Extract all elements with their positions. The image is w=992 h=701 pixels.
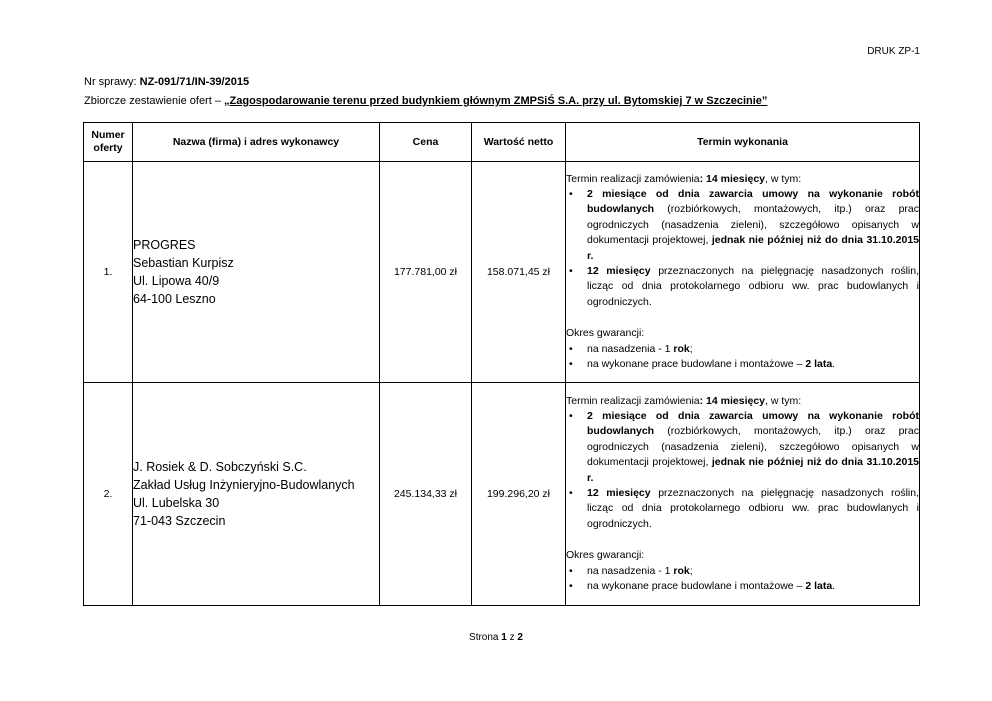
term-intro bbox=[566, 172, 919, 187]
warranty-item1-bold: rok bbox=[673, 342, 690, 355]
page-current: 1 bbox=[501, 632, 507, 643]
case-number: NZ-091/71/IN-39/2015 bbox=[139, 76, 250, 88]
warranty-item bbox=[566, 579, 919, 594]
offer-price: 245.134,33 zł bbox=[380, 383, 472, 606]
warranty-item2-end: . bbox=[832, 358, 836, 371]
warranty-item1-end: ; bbox=[689, 342, 693, 355]
contractor-line: Ul. Lipowa 40/9 bbox=[133, 274, 220, 288]
offer-price: 177.781,00 zł bbox=[380, 162, 472, 383]
term-item2-text: przeznaczonych na pielęgnację nasadzonych roślin, licząc od dnia protokolarnego odbioru ww. prac budowlanych i ogrodniczych. bbox=[587, 265, 920, 308]
term-item1-text: (rozbiórkowych, montażowych, itp.) oraz prac ogrodniczych (nasadzenia zieleni), szczegółowo opisanych w dokumentacji projektowej, bbox=[587, 425, 919, 469]
contractor-line: 71-043 Szczecin bbox=[133, 514, 226, 528]
term-list bbox=[566, 409, 919, 532]
warranty-item1-text: na nasadzenia - 1 bbox=[587, 564, 674, 577]
col-header-price: Cena bbox=[380, 123, 472, 162]
term-intro-months: 14 miesięcy bbox=[703, 394, 766, 407]
term-intro-suffix: , w tym: bbox=[765, 394, 802, 407]
warranty-item bbox=[566, 342, 919, 357]
offer-number: 1. bbox=[84, 162, 133, 383]
summary-title: „Zagospodarowanie terenu przed budynkiem głównym ZMPSiŚ S.A. przy ul. Bytomskiej 7 w Szczecinie” bbox=[224, 95, 768, 107]
warranty-item2-bold: 2 lata bbox=[805, 580, 833, 593]
contractor-line: Sebastian Kurpisz bbox=[133, 256, 234, 270]
warranty-item bbox=[566, 564, 919, 579]
contractor-name bbox=[133, 383, 380, 606]
term-intro-prefix: Termin realizacji zamówienia bbox=[566, 172, 700, 185]
term-item1-deadline: jednak nie później niż do dnia 31.10.2015 r. bbox=[587, 456, 919, 484]
col-header-name: Nazwa (firma) i adres wykonawcy bbox=[133, 123, 380, 162]
summary-label: Zbiorcze zestawienie ofert – bbox=[84, 95, 225, 107]
offer-term bbox=[566, 162, 920, 383]
term-item2-bold: 12 miesięcy bbox=[587, 265, 651, 277]
warranty-item1-end: ; bbox=[689, 564, 693, 577]
table-row bbox=[84, 162, 920, 383]
page-sep: z bbox=[506, 632, 518, 643]
contractor-line: PROGRES bbox=[133, 238, 196, 252]
warranty-item2-end: . bbox=[832, 580, 836, 593]
contractor-name bbox=[133, 162, 380, 383]
col-header-term: Termin wykonania bbox=[566, 123, 920, 162]
term-item bbox=[566, 409, 919, 486]
term-intro-colon: : bbox=[699, 394, 704, 407]
contractor-line: 64-100 Leszno bbox=[133, 292, 216, 306]
term-item bbox=[566, 486, 919, 532]
contractor-line: J. Rosiek & D. Sobczyński S.C. bbox=[133, 460, 307, 474]
col-header-net: Wartość netto bbox=[472, 123, 566, 162]
table-row bbox=[84, 383, 920, 606]
term-item1-text: (rozbiórkowych, montażowych, itp.) oraz prac ogrodniczych (nasadzenia zieleni), szczegółowo opisanych w dokumentacji projektowej, bbox=[587, 203, 919, 247]
page-label: Strona bbox=[469, 632, 502, 643]
term-item bbox=[566, 187, 919, 264]
term-item2-text: przeznaczonych na pielęgnację nasadzonych roślin, licząc od dnia protokolarnego odbioru ww. prac budowlanych i ogrodniczych. bbox=[587, 487, 920, 530]
term-item1-bold: 2 miesiące od dnia zawarcia umowy na wykonanie robót budowlanych bbox=[587, 409, 919, 438]
warranty-item2-text: na wykonane prace budowlane i montażowe – bbox=[587, 358, 806, 371]
summary-line bbox=[84, 95, 767, 107]
page-footer bbox=[0, 632, 992, 643]
offer-net-value: 199.296,20 zł bbox=[472, 383, 566, 606]
warranty-item1-text: na nasadzenia - 1 bbox=[587, 342, 674, 355]
term-list bbox=[566, 187, 919, 310]
form-code: DRUK ZP-1 bbox=[867, 46, 920, 57]
offer-net-value: 158.071,45 zł bbox=[472, 162, 566, 383]
warranty-item bbox=[566, 357, 919, 372]
warranty-label: Okres gwarancji: bbox=[566, 327, 645, 340]
case-label: Nr sprawy: bbox=[84, 76, 140, 88]
term-intro-suffix: , w tym: bbox=[765, 172, 802, 185]
warranty-list bbox=[566, 342, 919, 373]
case-number-line bbox=[84, 76, 249, 88]
warranty-item2-bold: 2 lata bbox=[805, 358, 833, 371]
warranty-item2-text: na wykonane prace budowlane i montażowe – bbox=[587, 580, 806, 593]
warranty-item1-bold: rok bbox=[673, 564, 690, 577]
term-intro-prefix: Termin realizacji zamówienia bbox=[566, 394, 700, 407]
page-total: 2 bbox=[517, 632, 523, 643]
term-item bbox=[566, 264, 919, 310]
offers-table bbox=[83, 122, 920, 606]
term-intro-months: 14 miesięcy bbox=[703, 172, 766, 185]
offer-term bbox=[566, 383, 920, 606]
contractor-line: Zakład Usług Inżynieryjno-Budowlanych bbox=[133, 478, 355, 492]
term-item1-deadline: jednak nie później niż do dnia 31.10.2015 r. bbox=[587, 234, 919, 262]
col-header-number: Numer oferty bbox=[84, 123, 133, 162]
term-item1-bold: 2 miesiące od dnia zawarcia umowy na wykonanie robót budowlanych bbox=[587, 187, 919, 216]
warranty-list bbox=[566, 564, 919, 595]
term-item2-bold: 12 miesięcy bbox=[587, 487, 651, 499]
warranty-label: Okres gwarancji: bbox=[566, 549, 645, 562]
table-header-row bbox=[84, 123, 920, 162]
term-intro-colon: : bbox=[699, 172, 704, 185]
contractor-line: Ul. Lubelska 30 bbox=[133, 496, 220, 510]
offer-number: 2. bbox=[84, 383, 133, 606]
term-intro bbox=[566, 394, 919, 409]
